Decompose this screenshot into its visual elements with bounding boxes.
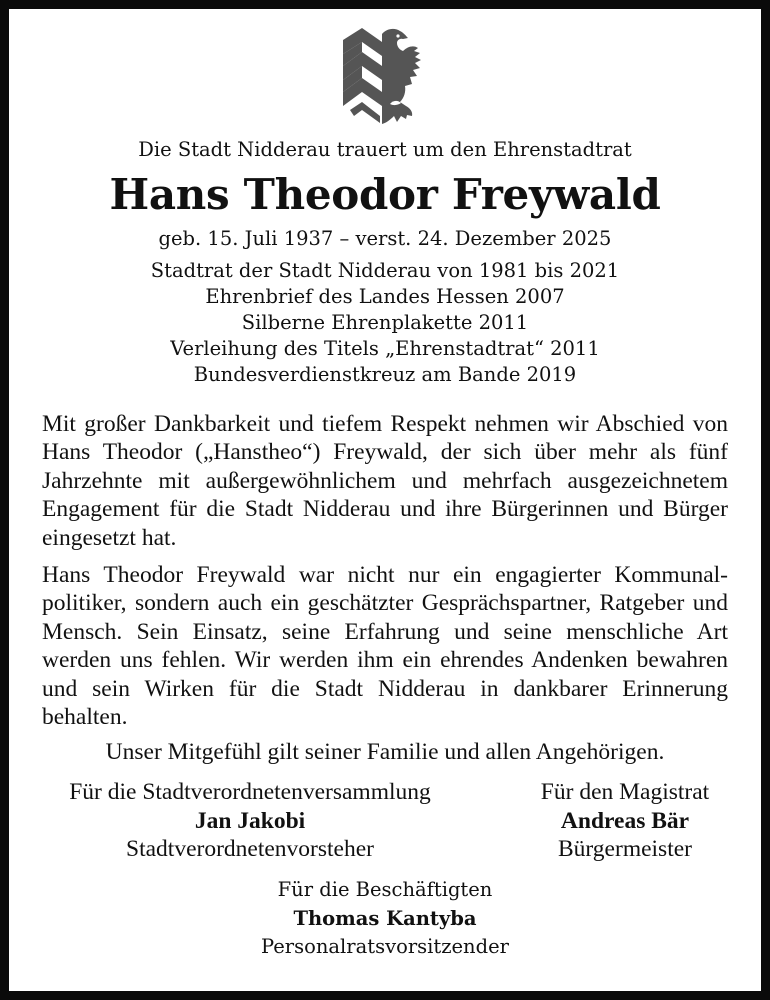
deceased-name: Hans Theodor Freywald bbox=[109, 170, 661, 219]
honor-item: Stadtrat der Stadt Nidderau von 1981 bis 2021 bbox=[150, 259, 620, 282]
signature-title: Stadtverordnetenvorsteher bbox=[126, 836, 374, 862]
signature-name: Jan Jakobi bbox=[194, 807, 306, 834]
signature-block-staff bbox=[210, 876, 560, 962]
signature-title: Personalratsvorsitzender bbox=[261, 935, 509, 958]
signature-for: Für die Beschäftigten bbox=[277, 878, 493, 901]
signature-for: Für die Stadtverordnetenversammlung bbox=[69, 779, 431, 805]
life-dates: geb. 15. Juli 1937 – verst. 24. Dezember 2025 bbox=[158, 227, 612, 250]
signature-title: Bürgermeister bbox=[557, 836, 692, 862]
honor-item: Bundesverdienstkreuz am Bande 2019 bbox=[193, 363, 577, 386]
honors-list bbox=[9, 258, 761, 388]
honor-item: Ehrenbrief des Landes Hessen 2007 bbox=[205, 285, 565, 308]
intro-line: Die Stadt Nidderau trauert um den Ehrenstadtrat bbox=[138, 138, 632, 161]
tribute-paragraph-1: Mit großer Dankbarkeit und tiefem Respekt nehmen wir Abschied von Hans Theodor („Hanstheo“) Freywald, der sich über mehr als fünf Jahrzehnte mit außergewöhnlichem und mehrfach ausgezeichnetem Engagement für die Stadt Nidderau und ihre Bürgerinnen und Bürger eingesetzt hat. bbox=[42, 411, 728, 551]
signature-block-council bbox=[40, 778, 460, 864]
signature-for: Für den Magistrat bbox=[540, 779, 710, 805]
tribute-paragraph-2: Hans Theodor Freywald war nicht nur ein engagierter Kommunalpolitiker, sondern auch ein geschätzter Gesprächspartner, Ratgeber und Mensch. Sein Einsatz, seine Erfahrung und seine menschliche Art werden uns fehlen. Wir werden ihm ein ehrendes Andenken bewahren und sein Wirken für die Stadt Nidderau in dankbarer Erinnerung behalten. bbox=[42, 562, 728, 731]
honor-item: Verleihung des Titels „Ehrenstadtrat“ 2011 bbox=[170, 337, 600, 360]
signature-block-magistrate bbox=[515, 778, 735, 864]
honor-item: Silberne Ehrenplakette 2011 bbox=[241, 311, 529, 334]
signature-name: Andreas Bär bbox=[560, 807, 690, 834]
condolence-line: Unser Mitgefühl gilt seiner Familie und allen Angehörigen. bbox=[105, 739, 665, 765]
signature-name: Thomas Kantyba bbox=[293, 906, 477, 930]
coat-of-arms-icon bbox=[340, 26, 426, 126]
